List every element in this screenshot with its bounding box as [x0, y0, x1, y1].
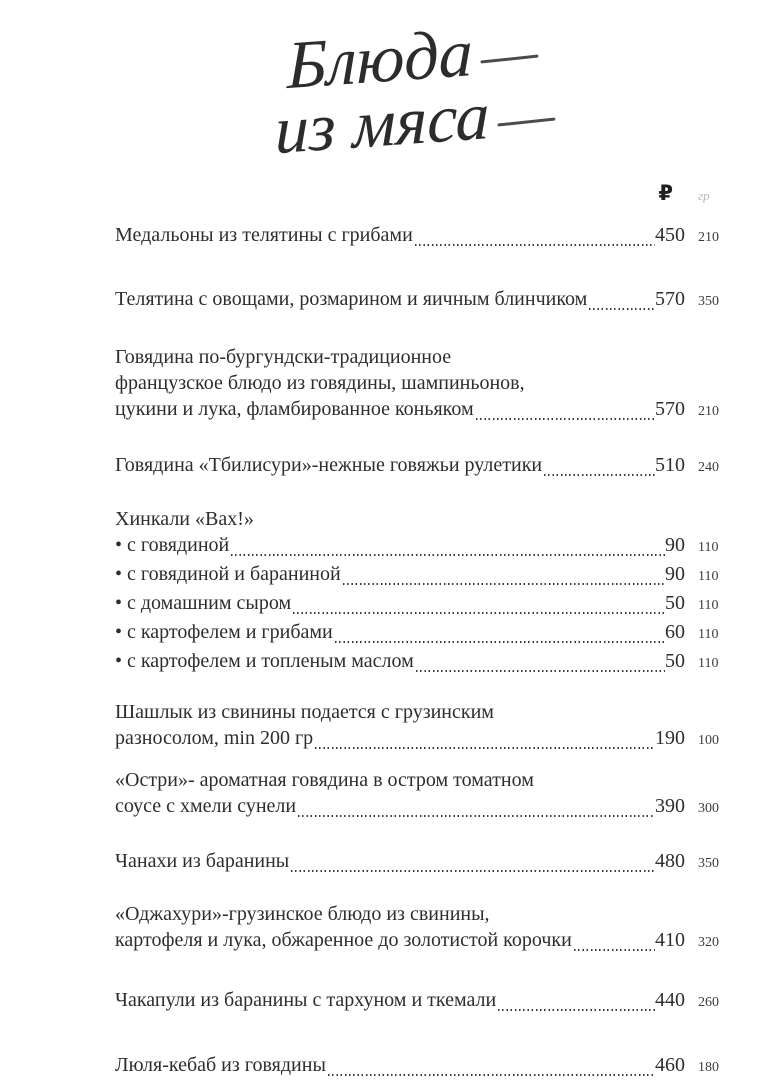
weight-value: 350 [698, 856, 719, 871]
menu-line [115, 452, 718, 481]
dish-name: разносолом, min 200 гр [115, 727, 314, 749]
dot-leader [544, 474, 655, 476]
weight-value: 260 [698, 995, 719, 1010]
dish-name: цукини и лука, фламбированное коньяком [115, 398, 474, 420]
dot-leader [315, 747, 655, 749]
menu-item [115, 344, 718, 425]
weight-value: 110 [698, 598, 719, 613]
menu-line [115, 767, 718, 793]
menu-line [115, 396, 718, 425]
dish-name: • с говядиной [115, 534, 230, 556]
weight-column-header: гр [698, 188, 710, 203]
menu-item [115, 699, 718, 754]
weight-value: 320 [698, 935, 719, 950]
dot-leader [343, 583, 665, 585]
menu-group [115, 506, 718, 677]
weight-value: 110 [698, 656, 719, 671]
menu-item [115, 222, 718, 251]
menu-line [115, 370, 718, 396]
price-value: 480 [655, 850, 685, 872]
dish-name: «Оджахури»-грузинское блюдо из свинины, [115, 903, 490, 925]
dot-leader [231, 554, 665, 556]
column-headers [115, 181, 718, 205]
menu-line [115, 725, 718, 754]
dish-name: • с картофелем и грибами [115, 621, 333, 643]
dish-name: Шашлык из свинины подается с грузинским [115, 701, 494, 723]
dot-leader [574, 949, 655, 951]
dish-name: • с домашним сыром [115, 592, 292, 614]
page-title-line2: из мяса [275, 79, 555, 161]
dot-leader [328, 1074, 655, 1076]
weight-value: 210 [698, 230, 719, 245]
menu-subitem [115, 648, 718, 677]
dish-name: Телятина с овощами, розмарином и яичным блинчиком [115, 288, 588, 310]
dish-name: Чакапули из баранины с тархуном и ткемали [115, 989, 497, 1011]
dot-leader [298, 815, 655, 817]
dish-name: «Остри»- ароматная говядина в остром томатном [115, 769, 534, 791]
menu-line [115, 1052, 718, 1080]
dish-name: картофеля и лука, обжаренное до золотистой корочки [115, 929, 572, 951]
dot-leader [589, 308, 655, 310]
price-value: 460 [655, 1054, 685, 1076]
menu-item [115, 901, 718, 956]
dot-leader [498, 1009, 655, 1011]
price-value: 450 [655, 224, 685, 246]
menu-list [115, 222, 718, 1080]
menu-line [115, 222, 718, 251]
price-column-header: ₽ [658, 181, 673, 205]
price-value: 190 [655, 727, 685, 749]
menu-subitem [115, 532, 718, 561]
weight-value: 180 [698, 1060, 719, 1075]
menu-line [115, 987, 718, 1016]
price-value: 440 [655, 989, 685, 1011]
weight-value: 110 [698, 569, 719, 584]
menu-item [115, 848, 718, 877]
menu-line [115, 286, 718, 315]
price-value: 570 [655, 398, 685, 420]
page-title-line1: Блюда [287, 15, 555, 96]
price-value: 570 [655, 288, 685, 310]
price-value: 50 [665, 650, 685, 672]
weight-value: 110 [698, 540, 719, 555]
dot-leader [291, 870, 655, 872]
dish-name: • с картофелем и топленым маслом [115, 650, 414, 672]
menu-item [115, 286, 718, 315]
price-value: 90 [665, 534, 685, 556]
weight-value: 100 [698, 733, 719, 748]
dish-name: Говядина по-бургундски-традиционное [115, 346, 452, 368]
menu-item [115, 987, 718, 1016]
price-value: 410 [655, 929, 685, 951]
group-header: Хинкали «Вах!» [115, 508, 254, 530]
weight-value: 110 [698, 627, 719, 642]
dish-name: соусе с хмели сунели [115, 795, 297, 817]
menu-item [115, 452, 718, 481]
price-value: 390 [655, 795, 685, 817]
price-value: 90 [665, 563, 685, 585]
menu-line [115, 848, 718, 877]
dot-leader [415, 244, 655, 246]
menu-subitem [115, 561, 718, 590]
dish-name: Говядина «Тбилисури»-нежные говяжьи рулетики [115, 454, 543, 476]
menu-item [115, 767, 718, 822]
dish-name: Медальоны из телятины с грибами [115, 224, 413, 246]
menu-line [115, 344, 718, 370]
dish-name: • с говядиной и бараниной [115, 563, 341, 585]
weight-value: 240 [698, 460, 719, 475]
dot-leader [293, 612, 665, 614]
dish-name: французское блюдо из говядины, шампиньонов, [115, 372, 525, 394]
price-value: 50 [665, 592, 685, 614]
dish-name: Люля-кебаб из говядины [115, 1054, 326, 1076]
menu-line [115, 699, 718, 725]
weight-value: 210 [698, 404, 719, 419]
dish-name: Чанахи из баранины [115, 850, 290, 872]
weight-value: 300 [698, 801, 719, 816]
menu-line [115, 793, 718, 822]
menu-line [115, 901, 718, 927]
menu-line [115, 927, 718, 956]
menu-subitem [115, 619, 718, 648]
page-title [275, 14, 555, 169]
price-value: 510 [655, 454, 685, 476]
dot-leader [476, 418, 655, 420]
weight-value: 350 [698, 294, 719, 309]
dot-leader [335, 641, 665, 643]
price-value: 60 [665, 621, 685, 643]
dot-leader [416, 670, 665, 672]
menu-line [115, 506, 718, 532]
menu-item [115, 1052, 718, 1080]
menu-subitem [115, 590, 718, 619]
